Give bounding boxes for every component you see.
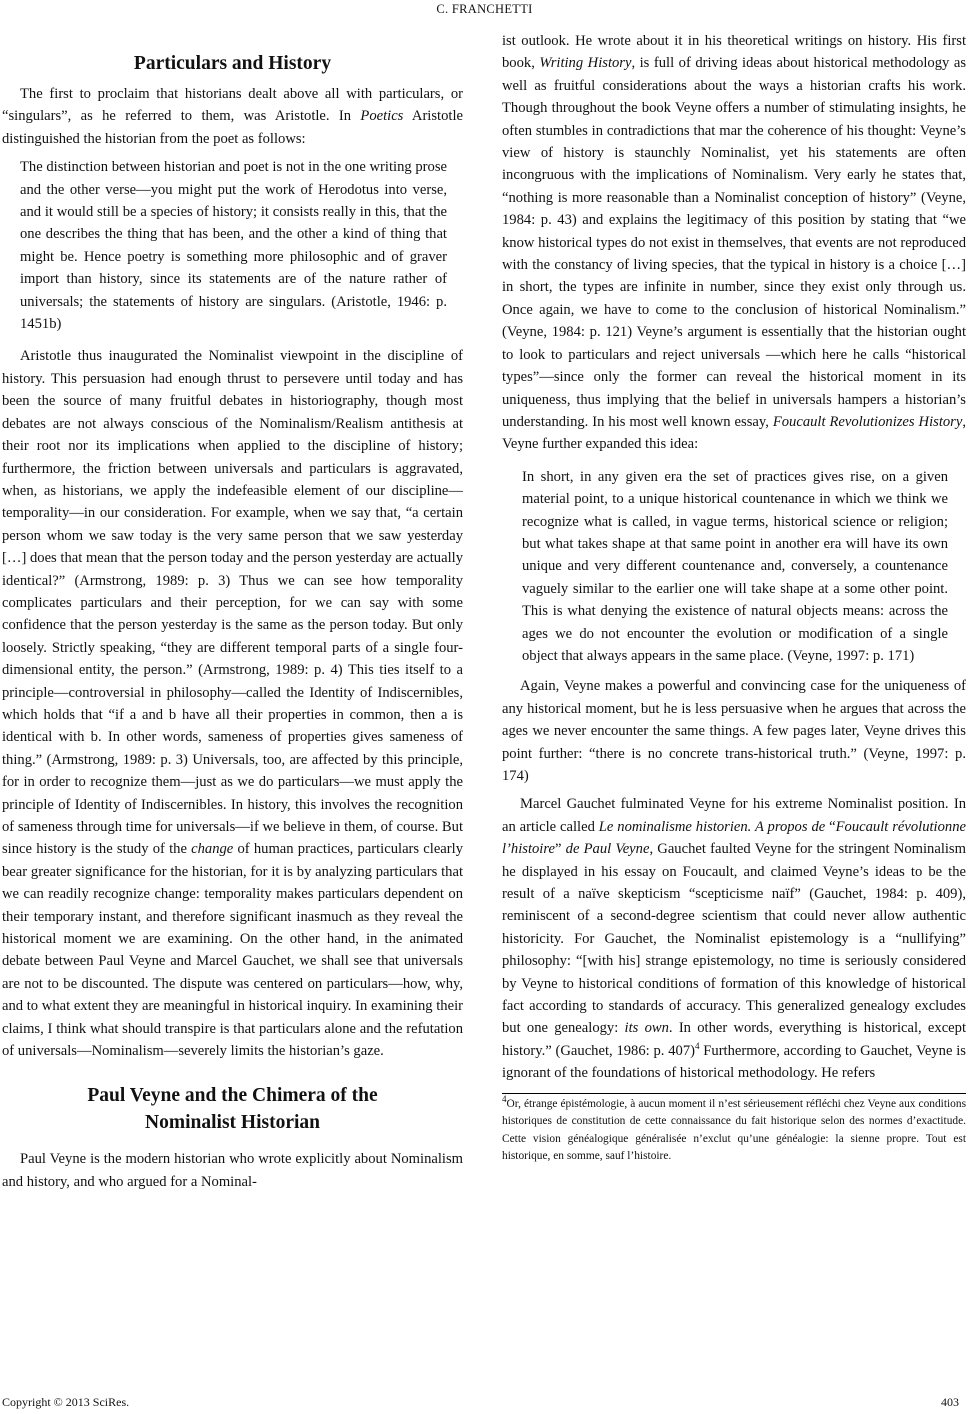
right-column [502, 30, 966, 1166]
block-quote-aristotle: The distinction between historian and poet is not in the one writing prose and the other verse—you might put the work of Herodotus into verse, and it would still be a species of history; it consists really in this, that the one describes the thing that has been, and the other a kind of thing that might be. Hence poetry is something more philosophic and of graver import than history, since its statements are of the nature rather of universals; the statements of history are singulars. (Aristotle, 1946: p. 1451b) [20, 159, 447, 333]
paragraph-text: , is full of driving ideas about historical methodology as well as fruitful considerations about the ways a historian crafts his work. Though throughout the book Veyne offers a number of stimulating insights, he often stumbles in contradictions that mar the coherence of his thought: Veyne’s view of history is staunchly Nominalist, yet his statements are often incongruous with the implications of Nominalism. Very early he states that, “nothing is more reasonable than a Nominalist conception of history” (Veyne, 1984: p. 43) and explains the legitimacy of this position by stating that “we know historical types do not exist in themselves, that events are not reproduced with the constancy of living species, that the typical in history is a choice […] in short, the types are infinite in number, since they exist only through us. Once again, we have to come to the conclusion of historical Nominalism.” (Veyne, 1984: p. 121) Veyne’s argument is essentially that the historian ought to look to particulars and reject universals —which here he calls “historical types”—since only the former can reveal the historical moment in its uniqueness, thus implying that the belief in universals hampers a historian’s understanding. In his most well known essay, [502, 55, 967, 430]
paragraph-text: Marcel Gauchet fulminated Veyne for his extreme Nominalist position. In an article called [502, 796, 966, 835]
running-head: C. FRANCHETTI [436, 2, 533, 16]
title-emphasis: Foucault révolutionne l’histoire [502, 818, 966, 858]
paragraph-aristotle-nominalist [2, 345, 463, 1062]
footnote-reference[interactable]: 4 [694, 1041, 700, 1052]
title-emphasis: Poetics [360, 108, 404, 125]
paragraph-text: , Gauchet faulted Veyne for the stringent Nominalism he displayed in his essay on Foucault, and claimed Veyne’s ideas to be the result of a naïve skepticism “scepticisme naïf” (Gauchet, 1984: p. 409), reminiscent of a second-degree scientism that could never allow authentic historicity. For Gauchet, the Nominalist epistemology is a “nullifying” philosophy: “[with his] strange epistemology, no time is seriously considered by Veyne to historical conditions of formation of this knowledge of historical fact according to standards of accuracy. This generalized genealogy excludes but one genealogy: [502, 841, 966, 1037]
paragraph-text: Aristotle distinguished the historian from the poet as follows: [2, 108, 463, 147]
title-emphasis: Foucault Revolutionizes History [772, 413, 963, 430]
paragraph-writing-history [502, 30, 966, 456]
block-quote-veyne: In short, in any given era the set of practices gives rise, on a given material point, to a unique historical countenance in which we think we recognize what is called, in vague terms, historical science or religion; but what takes shape at that same point in another era will have its own unique and very different countenance and, conversely, a countenance vaguely similar to the earlier one will take shape at a some other point. This is what denying the existence of natural objects means: across the ages we do not encounter the evolution or modification of a single object that always appears in the same place. (Veyne, 1997: p. 171) [522, 468, 948, 664]
footnote-divider [502, 1093, 966, 1094]
paragraph-text: of human practices, particulars clearly bear greater significance for the historian, for it is by analyzing particulars that we can readily recognize change: temporality makes particulars dependent on their temporary instant, and therefore significant inasmuch as they reveal the historical moment we are examining. On the other hand, in the animated debate between Paul Veyne and Marcel Gauchet, we shall see that universals are not to be discounted. The dispute was centered on particulars—how, why, and to what extent they are meaningful in historical inquiry. In examining their claims, I think what should transpire is that particulars alone and the refutation of universals—Nominalism—severely limits the historian’s gaze. [2, 841, 463, 1060]
footnote [502, 1093, 966, 1166]
quote-mark: “ [825, 818, 836, 835]
quote-mark: ” [554, 841, 566, 858]
footnote-text: Or, étrange épistémologie, à aucun moment il n’est sérieusement réfléchi chez Veyne aux conditions historiques de constitution de cette connaissance du fait historique selon des normes d’exactitude. Cette vision généalogique généralisée n’exclut qu’une généalogie: la sienne propre. Tout est historique, en somme, sauf l’histoire. [502, 1097, 966, 1163]
paragraph-text: The first to proclaim that historians dealt above all with particulars, or “singulars”, as he referred to them, was Aristotle. In [2, 86, 463, 125]
footnote-marker: 4 [502, 1093, 507, 1104]
paragraph-text: ist outlook. He wrote about it in his theoretical writings on history. His first book, [502, 33, 966, 72]
section-title-line: Paul Veyne and the Chimera of the [87, 1085, 378, 1107]
section-title-veyne [2, 1082, 463, 1136]
paragraph-veyne-intro: Paul Veyne is the modern historian who wrote explicitly about Nominalism and history, and who argued for a Nominal- [2, 1151, 463, 1190]
title-emphasis: de Paul Veyne [565, 841, 650, 858]
left-column [2, 40, 463, 1193]
paragraph-gauchet [502, 793, 966, 1084]
emphasis: change [191, 841, 234, 858]
paragraph-text: , Veyne further expanded this idea: [502, 413, 966, 453]
title-emphasis: Le nominalisme historien. A propos de [598, 818, 826, 835]
paragraph-text: Aristotle thus inaugurated the Nominalist viewpoint in the discipline of history. This persuasion had enough thrust to persevere until today and has been the source of many fruitful debates in historiography, though most debates are not always conscious of the Nominalism/Realism antithesis at their root nor its implications when applied to the discipline of history; furthermore, the friction between universals and particulars is aggravated, when, as historians, we apply the indefeasible element of our discipline—temporality—in our consideration. For example, when we say that, “a certain person whom we saw today is the very same person that we saw yesterday […] does that mean that the person today and the person yesterday are actually identical?” (Armstrong, 1989: p. 3) Thus we can see how temporality complicates particulars and their perception, for we can say with some confidence that the person yesterday is the same as the person today. But only loosely. Strictly speaking, “they are different temporal parts of a single four-dimensional entity, the person.” (Armstrong, 1989: p. 4) This ties itself to a principle—controversial in philosophy—called the Identity of Indiscernibles, which holds that “if a and b have all their properties in common, then a is identical with b. In other words, sameness of properties gives sameness of thing.” (Armstrong, 1989: p. 3) Universals, too, are affected by this principle, for in order to recognize them—just as we do particulars—we must apply the principle of Identity of Indiscernibles. In history, this involves the recognition of sameness through time for universals—if we believe in them, of course. But since history is the study of the [2, 348, 463, 858]
section-title-line: Nominalist Historian [145, 1112, 320, 1134]
paragraph-veyne-uniqueness: Again, Veyne makes a powerful and convincing case for the uniqueness of any historical moment, but he is less persuasive when he argues that across the ages we never encounter the same things. A few pages later, Veyne drives this point further: “there is no concrete trans-historical truth.” (Veyne, 1997: p. 174) [502, 678, 966, 784]
page-number: 403 [941, 1395, 959, 1409]
paragraph-intro [2, 83, 463, 150]
title-emphasis: Writing History [539, 55, 632, 72]
section-title-particulars: Particulars and History [133, 53, 332, 74]
paragraph-text: . In other words, everything is historical, except history.” (Gauchet, 1986: p. 407) [502, 1020, 966, 1059]
emphasis: its own [624, 1020, 669, 1037]
paragraph-text: Furthermore, according to Gauchet, Veyne is ignorant of the foundations of historical methodology. He refers [502, 1042, 966, 1082]
copyright-footer: Copyright © 2013 SciRes. [2, 1395, 130, 1409]
